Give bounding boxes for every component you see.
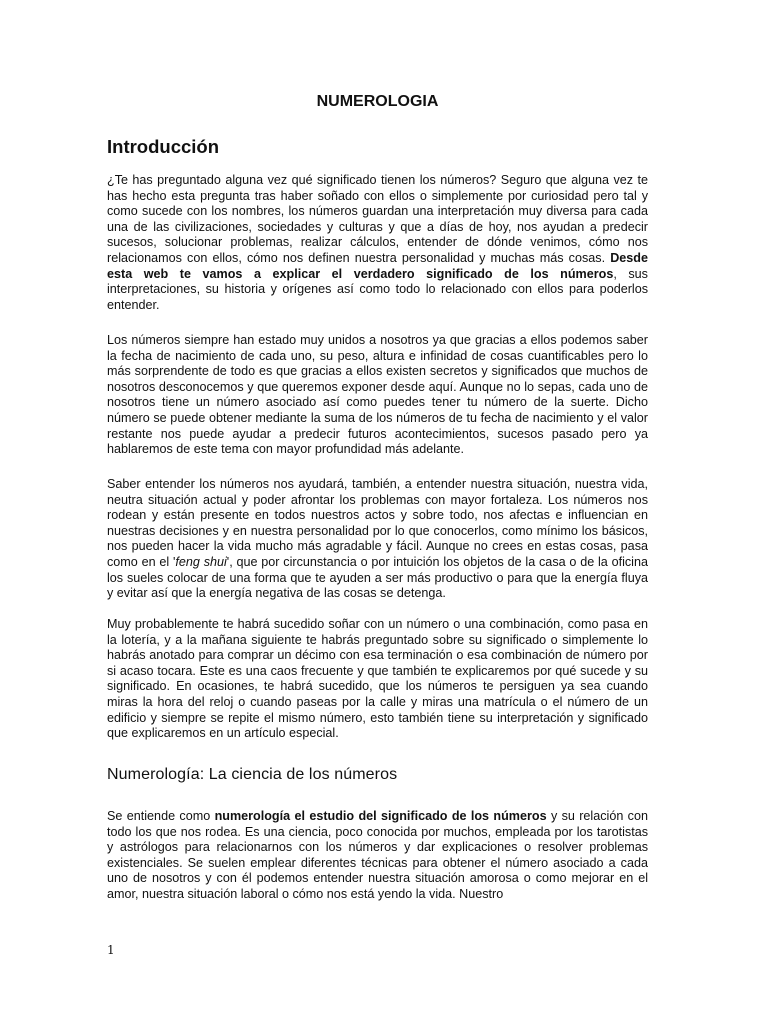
paragraph-dreams [107, 617, 648, 742]
text-run: ¿Te has preguntado alguna vez qué significado tienen los números? Seguro que alguna vez te has hecho esta pregunta tras haber soñado con ellos o simplemente por curiosidad pero tal y como sucede con los nombres, los números guardan una interpretación muy diversa para cada una de las civilizaciones, sociedades y culturas y que a días de hoy, nos ayudan a predecir sucesos, solucionar problemas, realizar cálculos, entender de dónde venimos, cómo nos relacionamos con ellos, cómo nos definen nuestra personalidad y muchas más cosas. [107, 173, 648, 265]
text-run: , sus interpretaciones, su historia y orígenes así como todo lo relacionado con ellos para poderlos entender. [107, 266, 648, 312]
bold-text-run: numerología el estudio del significado de los números [214, 809, 547, 823]
bold-text-run: Desde esta web te vamos a explicar el verdadero significado de los números [107, 250, 648, 281]
text-run: Muy probablemente te habrá sucedido soñar con un número o una combinación, como pasa en la lotería, y a la mañana siguiente te habrás preguntado sobre su significado o simplemente lo habrás anotado para comprar un décimo con esa terminación o esa combinación de número por si acaso tocara. Este es una caos frecuente y que también te explicaremos por qué sucede y su significado. En ocasiones, te habrá sucedido, que los números te persiguen ya sea cuando miras la hora del reloj o cuando paseas por la calle y miras una matrícula o el número de un edificio y siempre se repite el mismo número, esto también tiene su interpretación y significado que explicaremos en un artículo especial. [107, 617, 648, 741]
document-title: NUMEROLOGIA [316, 93, 439, 110]
italic-text-run: feng shui [175, 554, 227, 569]
section-heading: Numerología: La ciencia de los números [107, 766, 398, 783]
paragraph-intro [107, 173, 648, 313]
text-run: y su relación con todo los que nos rodea. Es una ciencia, poco conocida por muchos, empleada por los tarotistas y astrólogos para relacionarnos con los números y dar explicaciones o resolver problemas existenciales. Se suelen emplear diferentes técnicas para obtener el número asociado a cada uno de nosotros y con él podemos entender nuestra situación amorosa o como mejorar en el amor, nuestra situación laboral o cómo nos está yendo la vida. Nuestro [107, 809, 648, 901]
text-run: Saber entender los números nos ayudará, también, a entender nuestra situación, nuestra vida, neutra situación actual y poder afrontar los problemas con mayor fortaleza. Los números nos rodean y están presente en todos nuestros actos y sobre todo, nos afectas e influencian en nuestras decisiones y en nuestra personalidad por lo que conocerlos, como mínimo los básicos, nos pueden hacer la vida mucho más agradable y fácil. Aunque no crees en estas cosas, pasa como en el ' [107, 477, 648, 569]
paragraph-understanding [107, 477, 648, 602]
paragraph-numbers-history [107, 333, 648, 458]
text-run: Los números siempre han estado muy unidos a nosotros ya que gracias a ellos podemos saber la fecha de nacimiento de cada uno, su peso, altura e infinidad de cosas cuantificables pero lo más sorprendente de todo es que gracias a ellos existen secretos y significados que muchos de nosotros desconocemos y que queremos exponer desde aquí. Aunque no lo sepas, cada uno de nosotros tiene un número asociado así como puedes tener tu número de la suerte. Dicho número se puede obtener mediante la suma de los números de tu fecha de nacimiento y el valor restante nos puede ayudar a predecir futuros acontecimientos, sucesos pasado pero ya hablaremos de este tema con mayor profundidad más adelante. [107, 333, 648, 457]
intro-heading: Introducción [107, 136, 220, 157]
text-run: Se entiende como [107, 809, 215, 823]
page-number: 1 [107, 943, 115, 957]
paragraph-numerology-definition [107, 809, 648, 903]
text-run: ', que por circunstancia o por intuición los objetos de la casa o de la oficina los sueles colocar de una forma que te ayuden a ser más productivo o para que la energía fluya y evitar así que la energía negativa de las cosas se detenga. [107, 554, 648, 601]
